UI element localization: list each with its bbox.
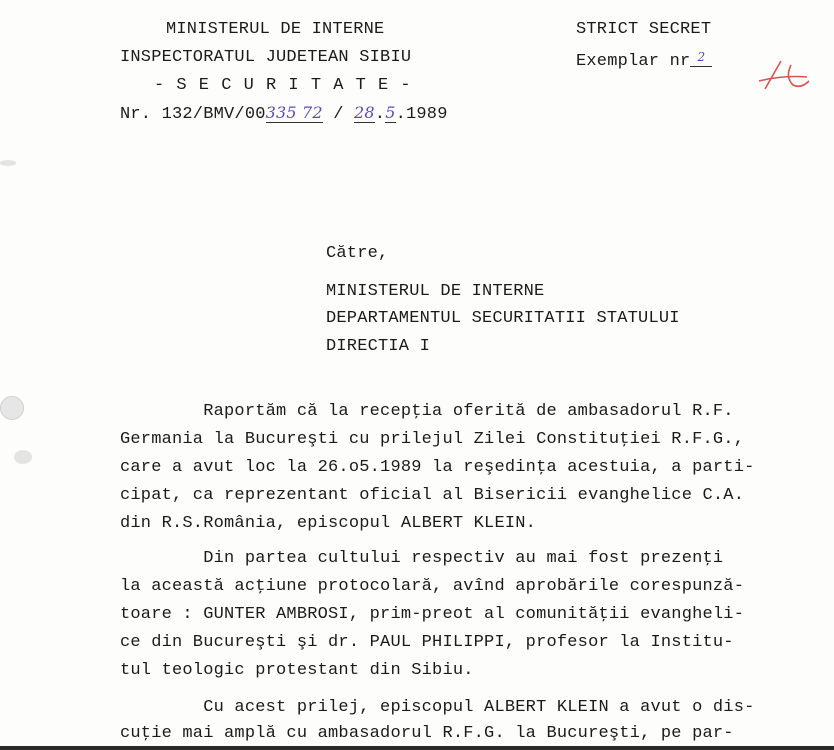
body-line: ce din Bucureşti şi dr. PAUL PHILIPPI, profesor la Institu-: [120, 633, 734, 652]
ref-dot: .: [374, 105, 386, 124]
body-line: Germania la Bucureşti cu prilejul Zilei Constituţiei R.F.G.,: [120, 430, 745, 449]
securitate-heading: - S E C U R I T A T E -: [154, 76, 412, 95]
body-line: Din partea cultului respectiv au mai fost prezenţi: [120, 549, 724, 568]
ref-year: .1989: [395, 105, 448, 124]
exemplar-handwritten: 2: [690, 48, 712, 67]
body-line: la această acţiune protocolară, avînd aprobările corespunză-: [120, 577, 745, 596]
inspectorate-heading: INSPECTORATUL JUDETEAN SIBIU: [120, 48, 412, 67]
body-line: tul teologic protestant din Sibiu.: [120, 661, 474, 680]
recipient-to: Către,: [326, 244, 389, 263]
body-line: cuţie mai amplă cu ambasadorul R.F.G. la Bucureşti, pe par-: [120, 724, 734, 743]
recipient-line-2: DEPARTAMENTUL SECURITATII STATULUI: [326, 309, 680, 328]
body-line: toare : GUNTER AMBROSI, prim-preot al comunităţii evangheli-: [120, 605, 745, 624]
ref-handwritten-day: 28: [354, 103, 375, 122]
body-line: Cu acest prilej, episcopul ALBERT KLEIN a avut o dis-: [120, 698, 755, 717]
scan-smudge: [14, 450, 32, 464]
recipient-line-1: MINISTERUL DE INTERNE: [326, 282, 545, 301]
ref-handwritten-number: 335 72: [265, 103, 323, 122]
body-line: din R.S.România, episcopul ALBERT KLEIN.: [120, 514, 537, 533]
ministry-heading: MINISTERUL DE INTERNE: [166, 20, 385, 39]
scan-smudge: [0, 160, 16, 166]
recipient-line-3: DIRECTIA I: [326, 337, 431, 356]
scan-bottom-edge: [0, 746, 834, 750]
red-pencil-mark-icon: [755, 55, 815, 95]
exemplar-label: Exemplar nr: [576, 52, 691, 71]
body-line: Raportăm că la recepţia oferită de ambasadorul R.F.: [120, 402, 734, 421]
ref-separator: /: [322, 105, 355, 124]
punch-hole: [0, 396, 24, 420]
classification-label: STRICT SECRET: [576, 20, 712, 39]
reference-number: [120, 104, 448, 125]
body-line: care a avut loc la 26.o5.1989 la reşedinţa acestuia, a parti-: [120, 458, 755, 477]
ref-prefix: Nr. 132/BMV/00: [120, 105, 266, 124]
exemplar-line: [576, 48, 712, 72]
body-line: cipat, ca reprezentant oficial al Bisericii evanghelice C.A.: [120, 486, 745, 505]
ref-handwritten-month: 5: [385, 103, 396, 122]
